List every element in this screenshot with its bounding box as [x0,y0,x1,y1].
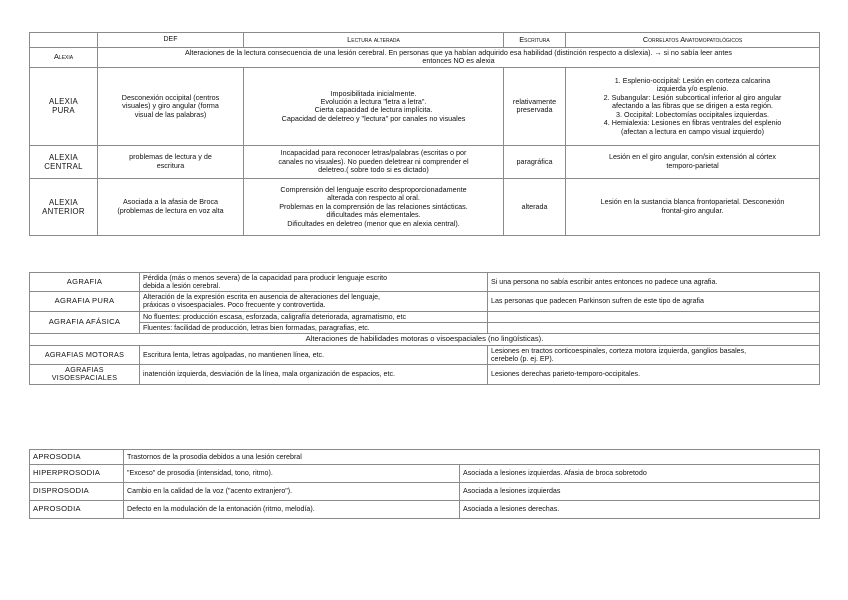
disprosodia-label: DISPROSODIA [30,483,124,501]
agrafia-section-row [30,333,820,345]
alexia-anterior-correlatos: Lesión en la sustancia blanca frontoparietal. Desconexión frontal-giro angular. [566,178,820,235]
alexia-central-row [30,145,820,178]
agrafias-visoespaciales-note: Lesiones derechas parieto-temporo-occipitales. [488,364,820,384]
agrafia-afasica-note-empty-1 [488,311,820,322]
alexia-pura-escritura: relativamente preservada [504,67,566,145]
alexia-pura-lectura: Imposibilitada inicialmente. Evolución a lectura "letra a letra". Cierta capacidad de lectura implícita. Capacidad de deletreo y "lectura" por canales no visuales [244,67,504,145]
agrafia-label: AGRAFIA [30,273,140,292]
disprosodia-row [30,483,820,501]
alexia-central-escritura: paragráfica [504,145,566,178]
agrafias-visoespaciales-def: inatención izquierda, desviación de la línea, mala organización de espacios, etc. [140,364,488,384]
header-lectura: Lectura alterada [244,33,504,48]
alexia-central-correlatos: Lesión en el giro angular, con/sin extensión al córtex temporo-parietal [566,145,820,178]
agrafia-pura-row [30,292,820,311]
alexia-central-label: ALEXIA CENTRAL [30,145,98,178]
alexia-pura-def: Desconexión occipital (centros visuales) y giro angular (forma visual de las palabras) [98,67,244,145]
agrafia-def: Pérdida (más o menos severa) de la capacidad para producir lenguaje escrito debida a lesión cerebral. [140,273,488,292]
agrafia-afasica-fluentes: Fluentes: facilidad de producción, letras bien formadas, paragrafias, etc. [140,322,488,333]
aprosodia-note: Asociada a lesiones derechas. [460,501,820,519]
header-def: DEF [98,33,244,48]
alexia-anterior-row [30,178,820,235]
alexia-pura-label: ALEXIA PURA [30,67,98,145]
aprosodia-header-label: APROSODIA [30,450,124,465]
alexia-central-def: problemas de lectura y de escritura [98,145,244,178]
header-empty [30,33,98,48]
header-correlatos: Correlatos Anatomopatológicos [566,33,820,48]
agrafia-afasica-row-2 [30,322,820,333]
agrafia-pura-def: Alteración de la expresión escrita en ausencia de alteraciones del lenguaje, práxicas o visoespaciales. Poco frecuente y controvertida. [140,292,488,311]
aprosodia-header-def: Trastornos de la prosodia debidos a una lesión cerebral [124,450,820,465]
aprosodia-header-row [30,450,820,465]
aprosodia-row [30,501,820,519]
agrafia-afasica-note-empty-2 [488,322,820,333]
hiperprosodia-def: "Exceso" de prosodia (intensidad, tono, ritmo). [124,465,460,483]
aprosodia-table [29,449,820,519]
alexia-label: Alexia [30,48,98,68]
alexia-definition-row [30,48,820,68]
agrafia-afasica-no-fluentes: No fluentes: producción escasa, esforzada, caligrafía deteriorada, agramatismo, etc [140,311,488,322]
header-escritura: Escritura [504,33,566,48]
agrafia-afasica-label: AGRAFIA AFÁSICA [30,311,140,333]
alexia-anterior-label: ALEXIA ANTERIOR [30,178,98,235]
agrafias-motoras-note: Lesiones en tractos corticoespinales, corteza motora izquierda, ganglios basales, cerebelo (p. ej. EP). [488,345,820,364]
agrafia-row [30,273,820,292]
agrafia-pura-label: AGRAFIA PURA [30,292,140,311]
alexia-anterior-def: Asociada a la afasia de Broca (problemas de lectura en voz alta [98,178,244,235]
alexia-header-row [30,33,820,48]
disprosodia-note: Asociada a lesiones izquierdas [460,483,820,501]
hiperprosodia-row [30,465,820,483]
alexia-definition: Alteraciones de la lectura consecuencia de una lesión cerebral. En personas que ya habían adquirido esa habilidad (distinción respecto a dislexia). → si no sabía leer antes entonces NO es alexia [98,48,820,68]
agrafias-motoras-def: Escritura lenta, letras agolpadas, no mantienen línea, etc. [140,345,488,364]
alexia-anterior-escritura: alterada [504,178,566,235]
agrafia-pura-note: Las personas que padecen Parkinson sufren de este tipo de agrafia [488,292,820,311]
agrafia-table [29,272,820,385]
agrafias-visoespaciales-row [30,364,820,384]
agrafias-motoras-label: AGRAFIAS MOTORAS [30,345,140,364]
agrafia-section-text: Alteraciones de habilidades motoras o visoespaciales (no lingüísticas). [30,333,820,345]
alexia-central-lectura: Incapacidad para reconocer letras/palabras (escritas o por canales no visuales). No pueden deletrear ni comprender el deletreo.( sobre todo si es dictado) [244,145,504,178]
agrafias-visoespaciales-label: AGRAFIAS VISOESPACIALES [30,364,140,384]
hiperprosodia-note: Asociada a lesiones izquierdas. Afasia de broca sobretodo [460,465,820,483]
agrafia-afasica-row-1 [30,311,820,322]
aprosodia-def: Defecto en la modulación de la entonación (ritmo, melodía). [124,501,460,519]
alexia-pura-correlatos: 1. Esplenio-occipital: Lesión en corteza calcarina izquierda y/o esplenio. 2. Subangular: Lesión subcortical inferior al giro angular afectando a las fibras que se dirigen a esta región. 3. Occipital: Lobectomías occipitales izquierdas. 4. Hemialexia: Lesiones en fibras ventrales del esplenio (afectan a lectura en campo visual izquierdo) [566,67,820,145]
agrafias-motoras-row [30,345,820,364]
alexia-pura-row [30,67,820,145]
disprosodia-def: Cambio en la calidad de la voz ("acento extranjero"). [124,483,460,501]
aprosodia-label: APROSODIA [30,501,124,519]
agrafia-note: Si una persona no sabía escribir antes entonces no padece una agrafia. [488,273,820,292]
hiperprosodia-label: HIPERPROSODIA [30,465,124,483]
alexia-table [29,32,820,236]
alexia-anterior-lectura: Comprensión del lenguaje escrito desproporcionadamente alterada con respecto al oral. Problemas en la comprensión de las relaciones sintácticas. dificultades más elementales. Dificultades en deletreo (menor que en alexia central). [244,178,504,235]
